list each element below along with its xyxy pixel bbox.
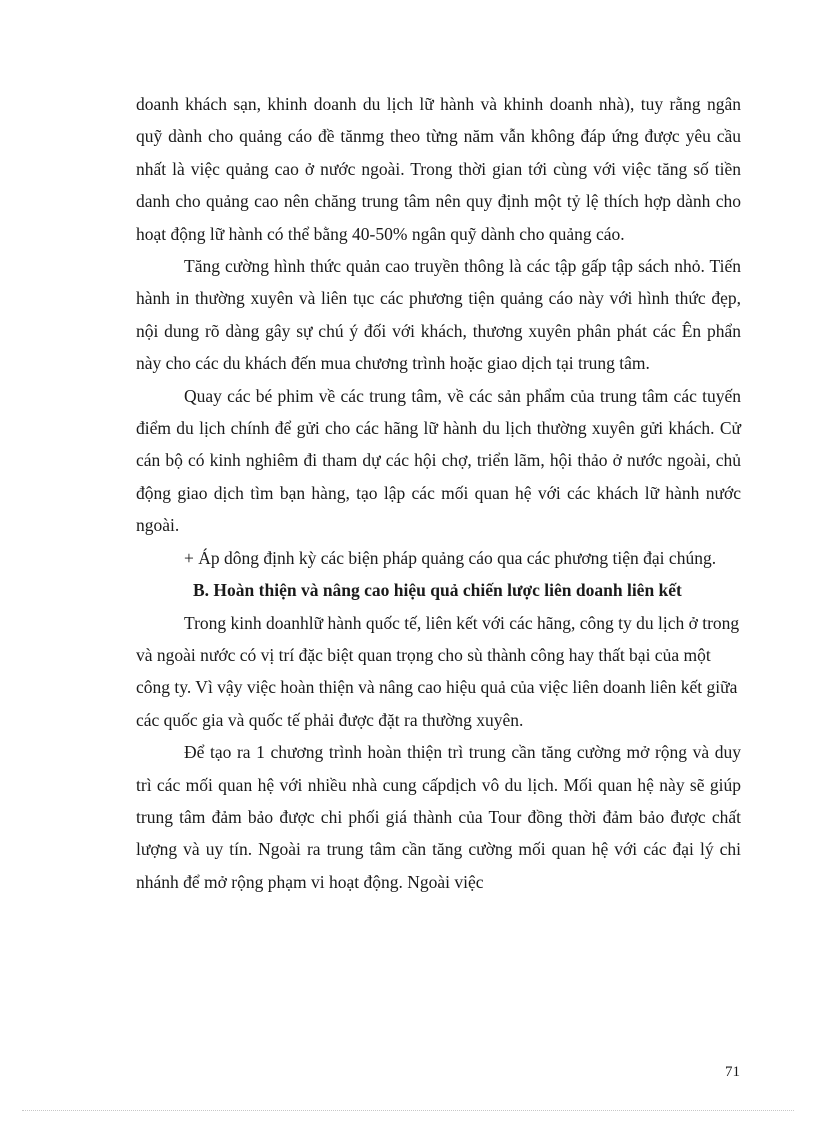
page-number: 71 [725,1064,740,1080]
paragraph-continued: doanh khách sạn, khinh doanh du lịch lữ hành và khinh doanh nhà), tuy rằng ngân quỹ dành cho quảng cáo đề tănmg theo từng năm vẫn không đáp ứng được yêu cầu nhất là việc quảng cao ở nước ngoài. Trong thời gian tới cùng với việc tăng số tiền danh cho quảng cao nên chăng trung tâm nên quy định một tỷ lệ thích hợp dành cho hoạt động lữ hành có thể bằng 40-50% ngân quỹ dành cho quảng cáo. [136,94,741,244]
paragraph-brochures: Tăng cường hình thức quản cao truyền thông là các tập gấp tập sách nhỏ. Tiến hành in thường xuyên và liên tục các phương tiện quảng cáo này với hình thức đẹp, nội dung rõ dàng gây sự chú ý đối với khách, thương xuyên phân phát các Ên phẩn này cho các du khách đến mua chương trình hoặc giao dịch tại trung tâm. [136,256,741,374]
section-heading: B. Hoàn thiện và nâng cao hiệu quả chiến lược liên doanh liên kết [193,580,682,601]
page-bottom-divider [22,1110,794,1111]
paragraph-suppliers: Để tạo ra 1 chương trình hoàn thiện trì trung cần tăng cường mở rộng và duy trì các mối quan hệ với nhiều nhà cung cấpdịch vô du lịch. Mối quan hệ này sẽ giúp trung tâm đảm bảo được chi phối giá thành của Tour đồng thời đảm bảo được chất lượng và uy tín. Ngoài ra trung tâm cần tăng cường mối quan hệ với các đại lý chi nhánh để mở rộng phạm vi hoạt động. Ngoài việc [136,742,741,892]
paragraph-partnership: Trong kinh doanhlữ hành quốc tế, liên kết với các hãng, công ty du lịch ở trong và ngoài nước có vị trí đặc biệt quan trọng cho sù thành công hay thất bại của một công ty. Vì vậy việc hoàn thiện và nâng cao hiệu quả của việc liên doanh liên kết giữa các quốc gia và quốc tế phải được đặt ra thường xuyên. [136,612,740,730]
paragraph-films: Quay các bé phim về các trung tâm, về các sản phẩm của trung tâm các tuyến điểm du lịch chính để gửi cho các hãng lữ hành du lịch thường xuyên gửi khách. Cử cán bộ có kinh nghiêm đi tham dự các hội chợ, triển lãm, hội thảo ở nước ngoài, chủ động giao dịch tìm bạn hàng, tạo lập các mối quan hệ với các khách lữ hành nước ngoài. [136,385,741,536]
page-body [136,88,741,898]
paragraph-mass-media: + Áp dông định kỳ các biện pháp quảng cáo qua các phương tiện đại chúng. [184,547,717,568]
